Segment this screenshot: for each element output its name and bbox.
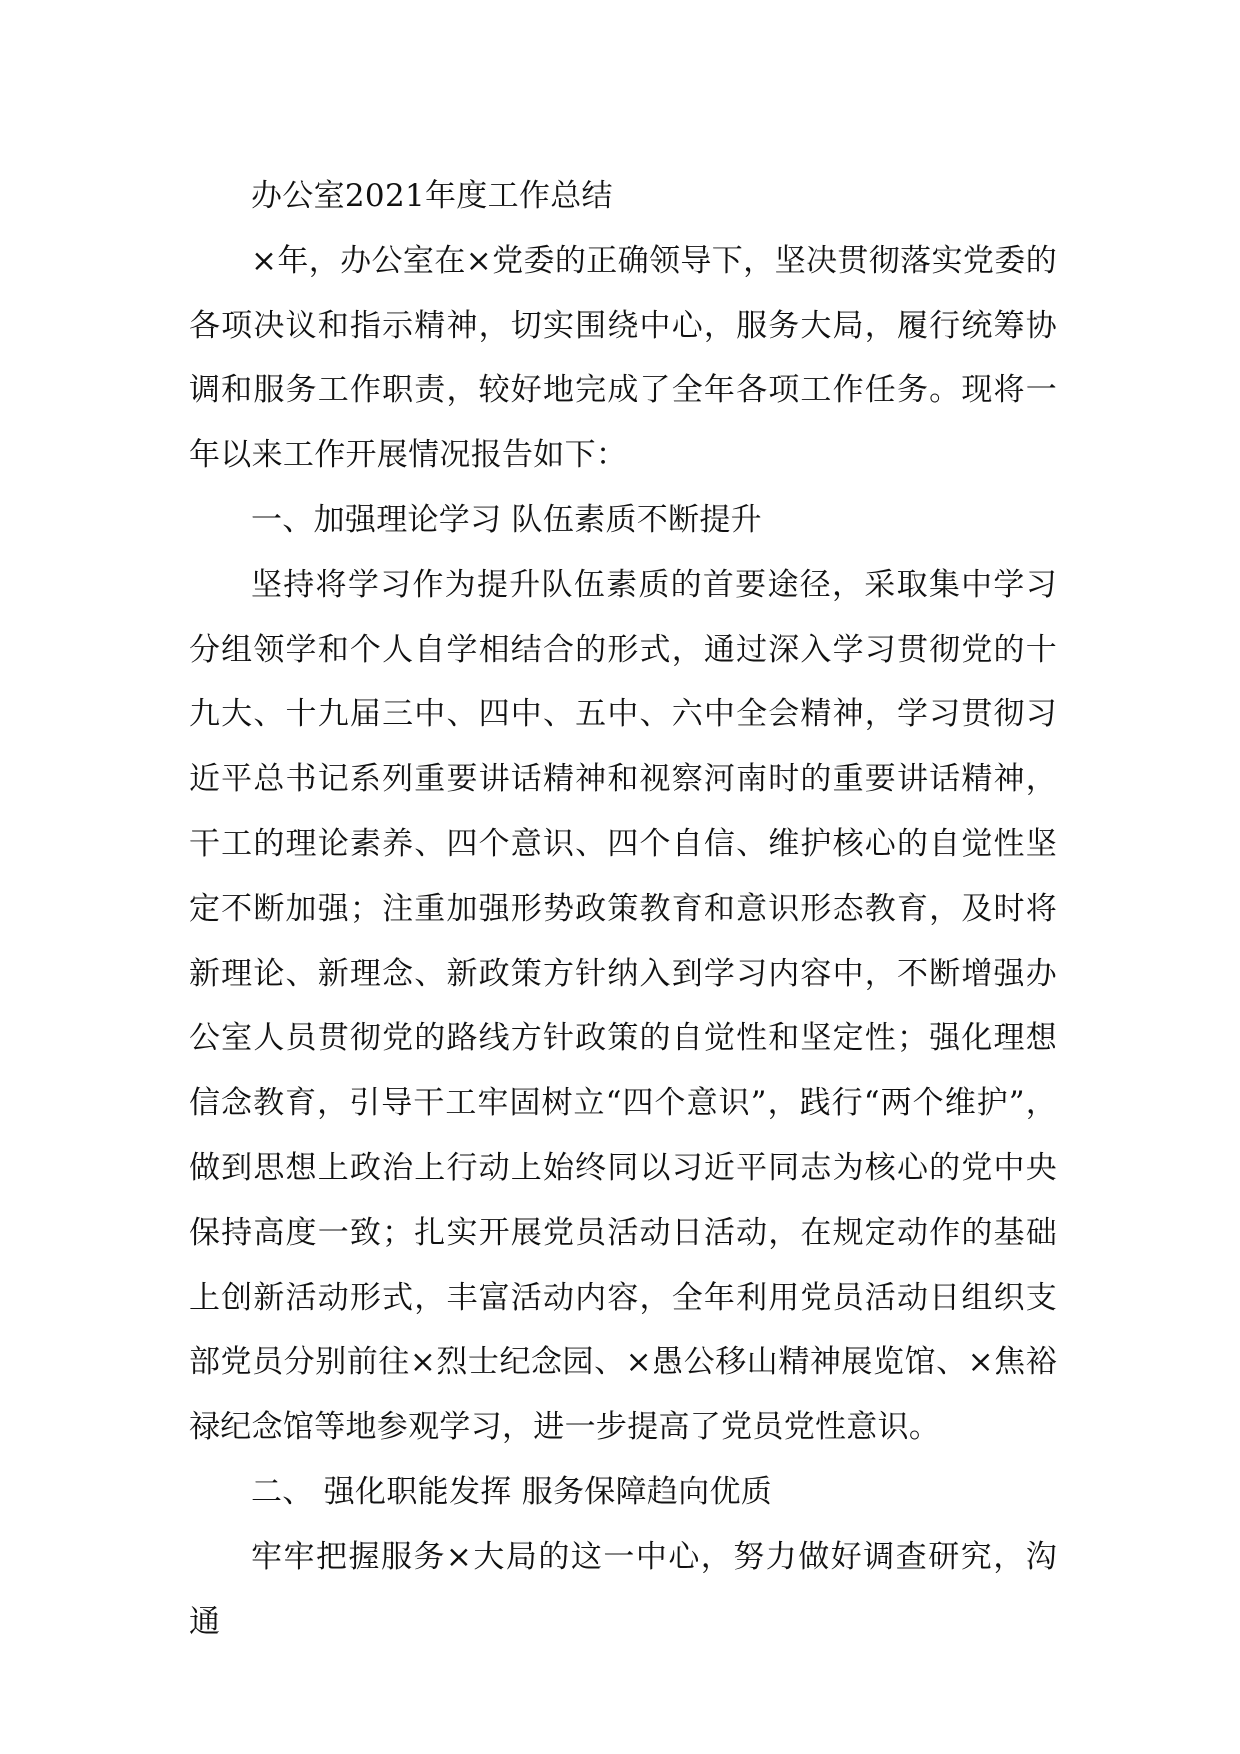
section-1-heading: 一、加强理论学习 队伍素质不断提升 [251, 501, 762, 538]
document-title: 办公室2021年度工作总结 [251, 178, 613, 214]
intro-paragraph: ×年，办公室在×党委的正确领导下，坚决贯彻落实党委的各项决议和指示精神，切实围绕中心，服务大局，履行统筹协调和服务工作职责，较好地完成了全年各项工作任务。现将一年以来工作开展情况报告如下： [189, 242, 1057, 474]
section-1-body: 坚持将学习作为提升队伍素质的首要途径，采取集中学习分组领学和个人自学相结合的形式，通过深入学习贯彻党的十九大、十九届三中、四中、五中、六中全会精神，学习贯彻习近平总书记系列重要讲话精神和视察河南时的重要讲话精神，干工的理论素养、四个意识、四个自信、维护核心的自觉性坚定不断加强；注重加强形势政策教育和意识形态教育，及时将新理论、新理念、新政策方针纳入到学习内容中，不断增强办公室人员贯彻党的路线方针政策的自觉性和坚定性；强化理想信念教育，引导干工牢固树立“四个意识”，践行“两个维护”，做到思想上政治上行动上始终同以习近平同志为核心的党中央保持高度一致；扎实开展党员活动日活动，在规定动作的基础上创新活动形式，丰富活动内容，全年利用党员活动日组织支部党员分别前往×烈士纪念园、×愚公移山精神展览馆、×焦裕禄纪念馆等地参观学习，进一步提高了党员党性意识。 [189, 566, 1057, 1446]
section-2-heading: 二、 强化职能发挥 服务保障趋向优质 [251, 1473, 773, 1510]
document-page [189, 164, 1057, 1654]
section-2-body: 牢牢把握服务×大局的这一中心，努力做好调查研究，沟通 [189, 1538, 1057, 1640]
